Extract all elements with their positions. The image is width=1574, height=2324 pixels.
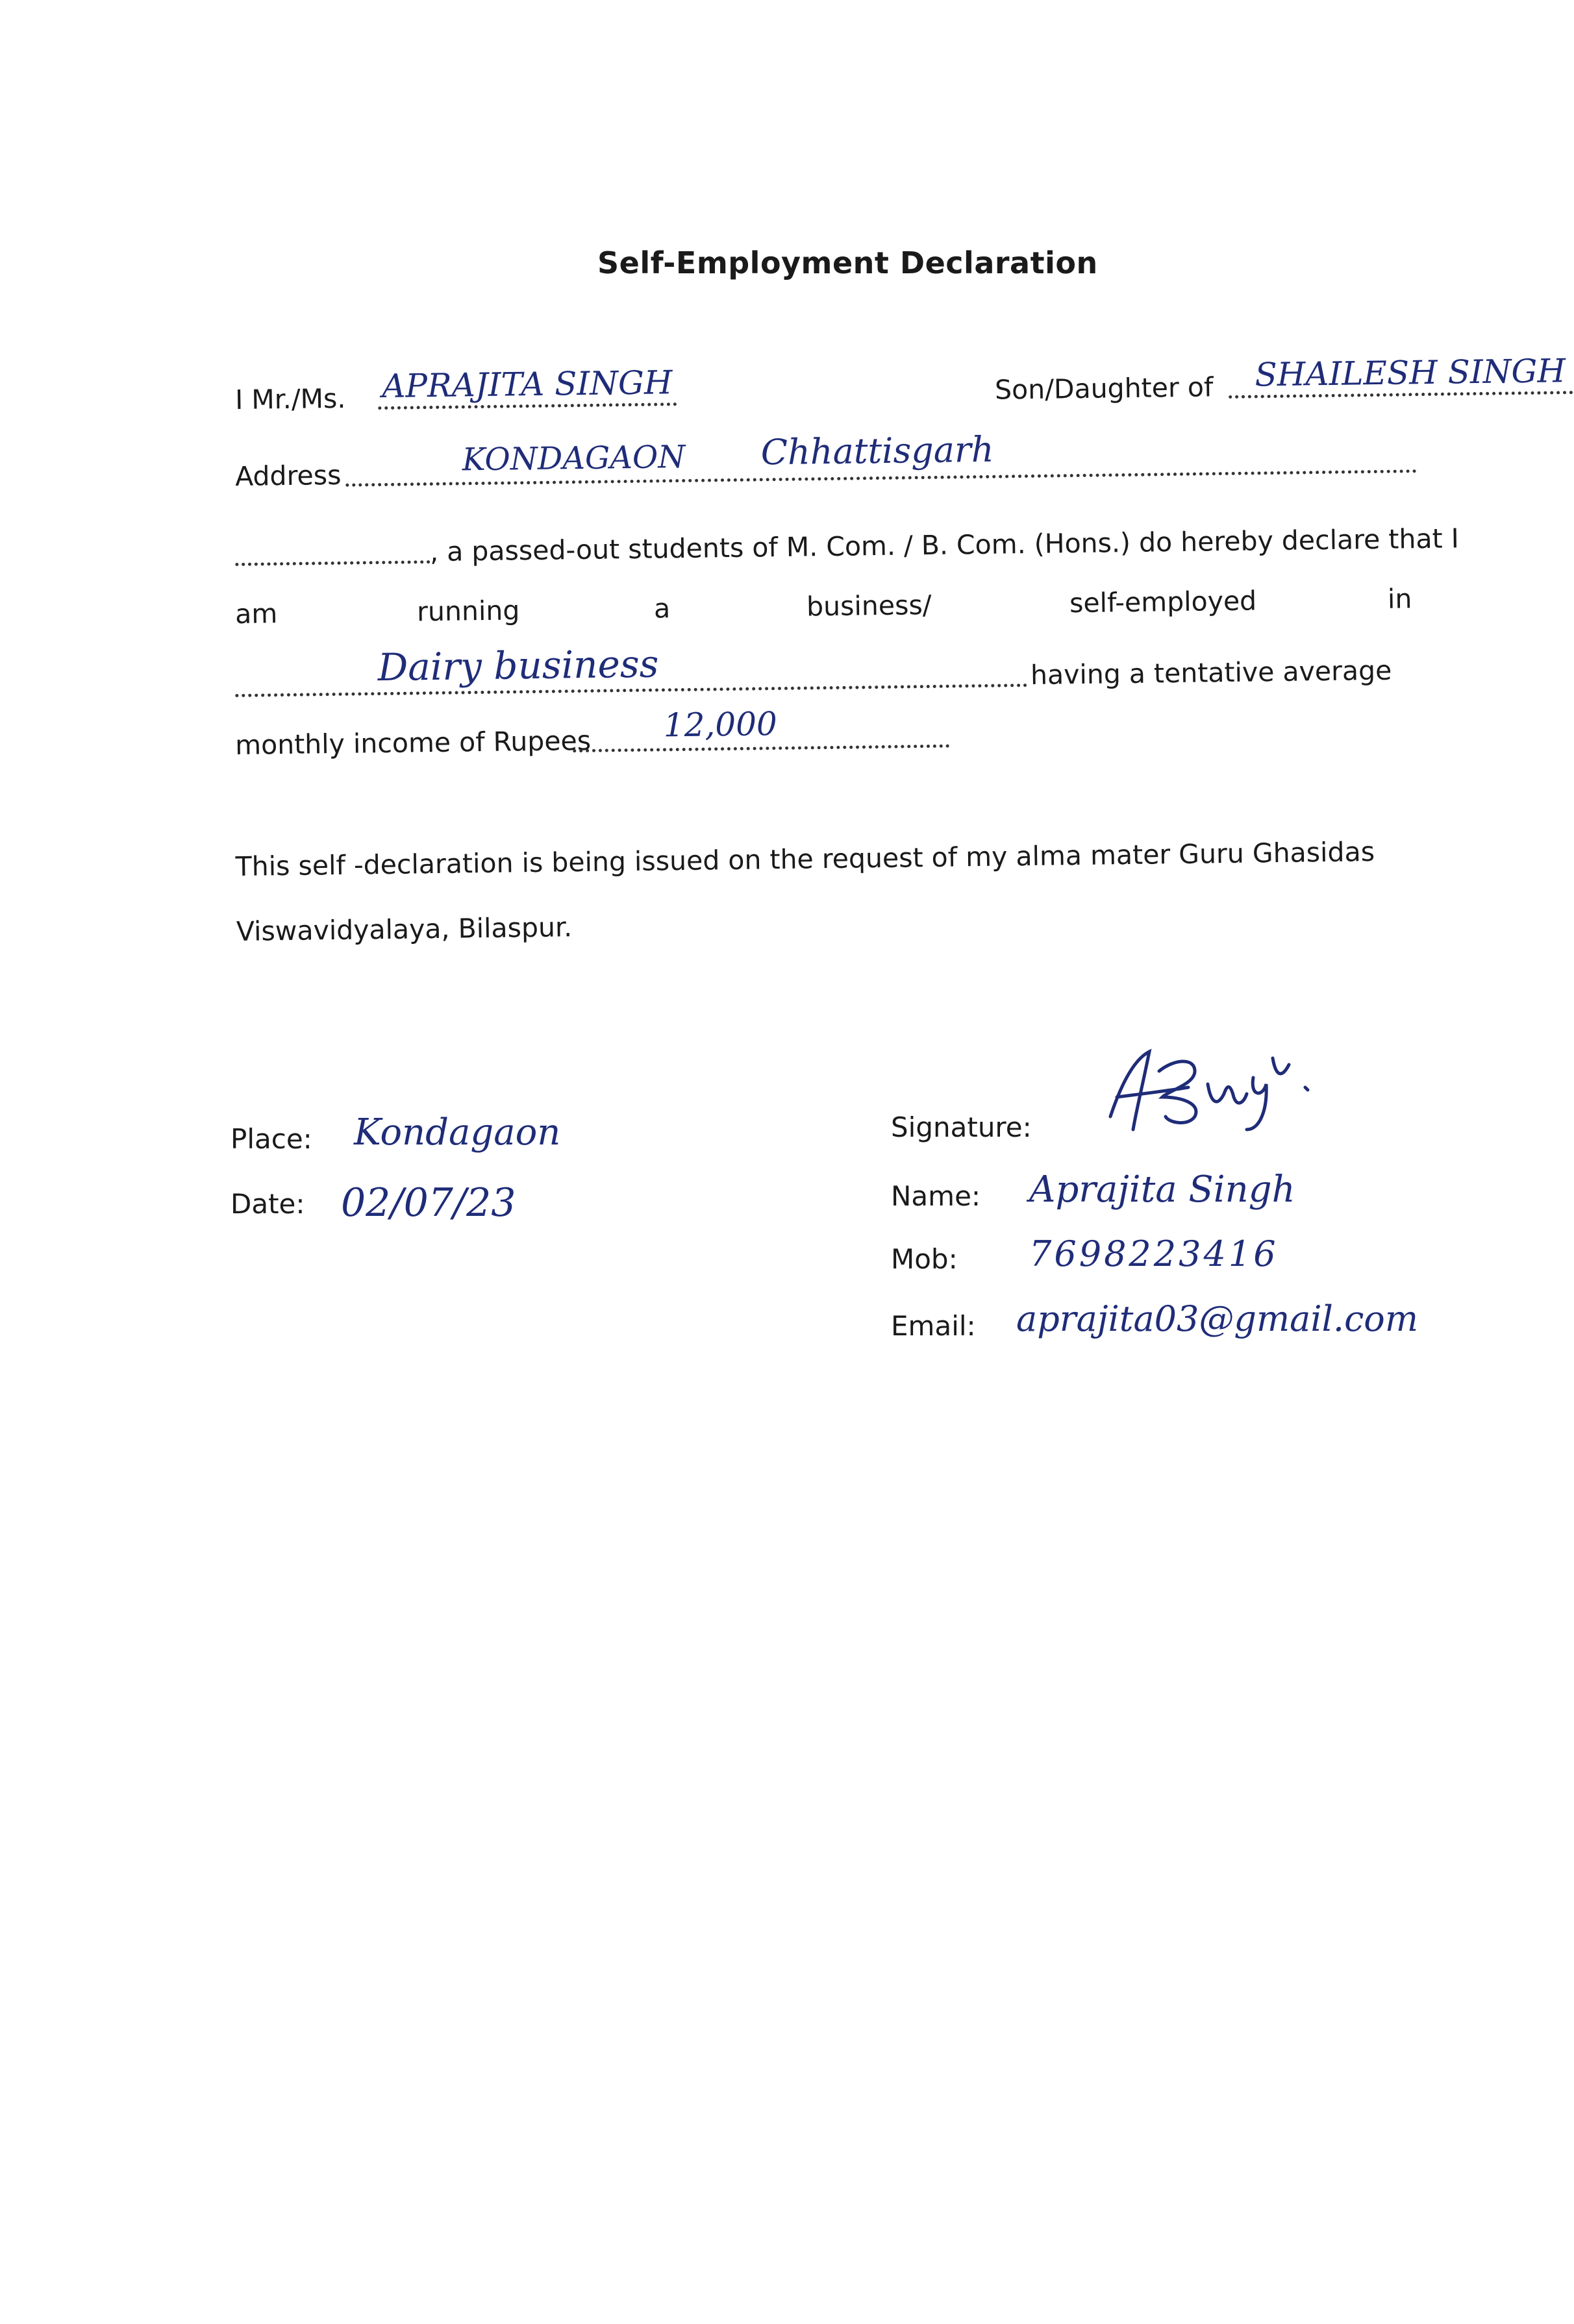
line-occupation [235,569,1418,630]
relation-label: Son/Daughter of [994,371,1214,406]
word-business: business/ [806,589,932,623]
date-label: Date: [231,1188,305,1220]
address-prefix: Address [234,459,342,492]
address-handwritten-city: KONDAGAON [462,438,686,478]
date-value: 02/07/23 [341,1180,516,1226]
word-a: a [653,593,671,624]
mob-value: 7698223416 [1029,1233,1279,1274]
word-self-employed: self-employed [1069,585,1257,619]
income-prefix: monthly income of Rupees [234,724,592,761]
place-value: Kondagaon [354,1111,561,1154]
signature-label: Signature: [891,1111,1032,1143]
email-label: Email: [891,1310,976,1342]
statement-paragraph: This self -declaration is being issued on the request of my alma mater Guru Ghasidas Viswavidyalaya, Bilaspur. [235,836,1375,947]
name-handwritten: APRAJITA SINGH [381,364,673,406]
parent-field [1229,352,1574,399]
line-name [234,352,1566,415]
word-am: am [234,598,278,630]
name-label: Name: [891,1180,981,1212]
address-handwritten-state: Chhattisgarh [760,428,994,473]
line-income [235,700,1418,761]
name-value: Aprajita Singh [1029,1168,1295,1211]
address-continuation-field [235,555,430,566]
income-intro: having a tentative average [1030,654,1392,691]
email-value: aprajita03@gmail.com [1016,1298,1419,1339]
income-field [573,705,949,753]
address-field [345,428,1417,487]
word-in: in [1387,583,1412,615]
business-field [235,641,1027,697]
line-business [235,640,1418,701]
business-handwritten: Dairy business [377,641,659,690]
signature-mark [1097,1032,1318,1143]
line-address [234,428,1418,492]
mob-label: Mob: [891,1243,958,1275]
line-declaration [235,509,1460,570]
word-running: running [416,595,520,628]
parent-handwritten: SHAILESH SINGH [1255,352,1566,394]
place-label: Place: [231,1123,312,1155]
income-handwritten: 12,000 [663,705,778,745]
document-title: Self-Employment Declaration [597,245,1098,280]
name-prefix: I Mr./Ms. [234,382,346,415]
name-field [378,364,677,410]
declaration-text: , a passed-out students of M. Com. / B. Com. (Hons.) do hereby declare that I [429,523,1460,568]
